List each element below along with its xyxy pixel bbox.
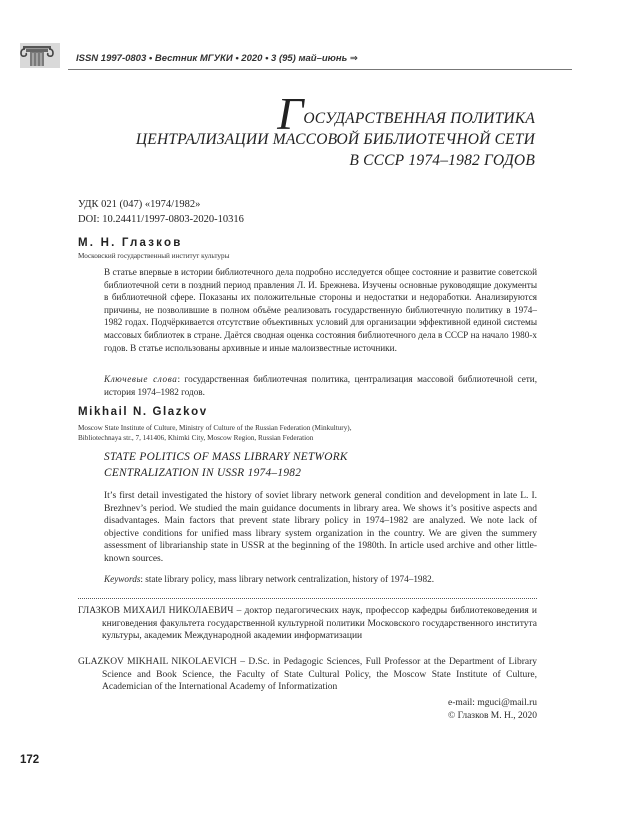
title-line-3: В СССР 1974–1982 ГОДОВ <box>349 152 535 169</box>
header-divider <box>68 69 572 70</box>
keywords-ru <box>104 373 537 398</box>
abstract-ru: В статье впервые в истории библиотечного дела подробно исследуется общее состояние и развитие советской библиотечной сети в поздний период правления Л. И. Брежнева. Изучены основные руководящие документы в библиотечной сфере. Показаны их положительные стороны и недостатки и недоработки. Анализируются причины, не позволившие в полном объёме реализовать государственную библиотечную политику в 1974–1982 годах. Подчёркивается отсутствие объективных условий для организации эффективной единой системы массовых библиотек в стране. Даётся сводная оценка состояния библиотечного дела в СССР на начало 1980-х годов. В статье использованы архивные и иные малоизвестные источники. <box>104 267 537 353</box>
journal-info: ISSN 1997-0803 • Вестник МГУКИ • 2020 • 3 (95) май–июнь ⇒ <box>76 53 358 64</box>
keywords-text-en: : state library policy, mass library network centralization, history of 1974–1982. <box>140 574 435 584</box>
author-name-en: Mikhail N. Glazkov <box>78 406 208 418</box>
affiliation-ru: Московский государственный институт культуры <box>78 252 230 260</box>
journal-header <box>20 41 572 71</box>
author-name-ru: М. Н. Глазков <box>78 237 183 249</box>
keywords-label-ru: Ключевые слова <box>104 374 178 384</box>
copyright: © Глазков М. Н., 2020 <box>447 710 537 721</box>
keywords-en <box>104 574 537 584</box>
title-line-2: ЦЕНТРАЛИЗАЦИИ МАССОВОЙ БИБЛИОТЕЧНОЙ СЕТИ <box>135 131 535 148</box>
author-email: e-mail: mguci@mail.ru <box>448 698 537 708</box>
article-identifiers <box>78 197 244 227</box>
keywords-text-ru: : государственная библиотечная политика, централизация массовой библиотечной сети, история 1974–1982 годов. <box>104 374 538 397</box>
author-bio-ru: ГЛАЗКОВ МИХАИЛ НИКОЛАЕВИЧ – доктор педагогических наук, профессор кафедры библиотековедения и книговедения факультета государственной культурной политики Московского государственного института культуры, академик Международной академии информатизации <box>78 606 537 642</box>
article-title-en <box>104 449 524 481</box>
doi: DOI: 10.24411/1997-0803-2020-10316 <box>78 214 244 225</box>
title-line-1 <box>65 88 535 139</box>
ionic-column-logo-icon <box>20 41 60 68</box>
udk-code: УДК 021 (047) «1974/1982» <box>78 199 201 210</box>
title-line-1-text: ОСУДАРСТВЕННАЯ ПОЛИТИКА <box>303 110 535 127</box>
keywords-label-en: Keywords <box>104 574 141 584</box>
article-title <box>65 88 535 171</box>
affiliation-en <box>78 423 478 443</box>
author-bio-en: GLAZKOV MIKHAIL NIKOLAEVICH – D.Sc. in Pedagogic Sciences, Full Professor at the Department of Library Science and Book Science, the Faculty of State Cultural Policy, the Moscow State Institute of Culture, Academician of the International Academy of Informatization <box>78 657 537 693</box>
contact-block <box>448 697 537 722</box>
abstract-en: It’s first detail investigated the history of soviet library network general condition and development in late L. I. Brezhnev’s period. We studied the main guidance documents in library area. We shows it’s positive aspects and disadvantages. Main factors that prevent state library policy in 1974–1982 are analyzed. We note lack of objective conditions for unified mass library system organization in the country. We are given the summery assessment of librarianship state in USSR at the beginning of the 1980th. In article used archive and other little-known sources. <box>104 491 537 564</box>
title-en-line-1: STATE POLITICS OF MASS LIBRARY NETWORK <box>104 451 348 463</box>
section-divider <box>78 598 537 599</box>
affiliation-en-line-2: Bibliotechnaya str., 7, 141406, Khimki City, Moscow Region, Russian Federation <box>78 434 314 442</box>
title-drop-cap: Г <box>277 88 304 139</box>
title-en-line-2: CENTRALIZATION IN USSR 1974–1982 <box>104 467 302 479</box>
affiliation-en-line-1: Moscow State Institute of Culture, Ministry of Culture of the Russian Federation (Minkultury), <box>78 424 352 432</box>
page-number: 172 <box>20 754 40 766</box>
